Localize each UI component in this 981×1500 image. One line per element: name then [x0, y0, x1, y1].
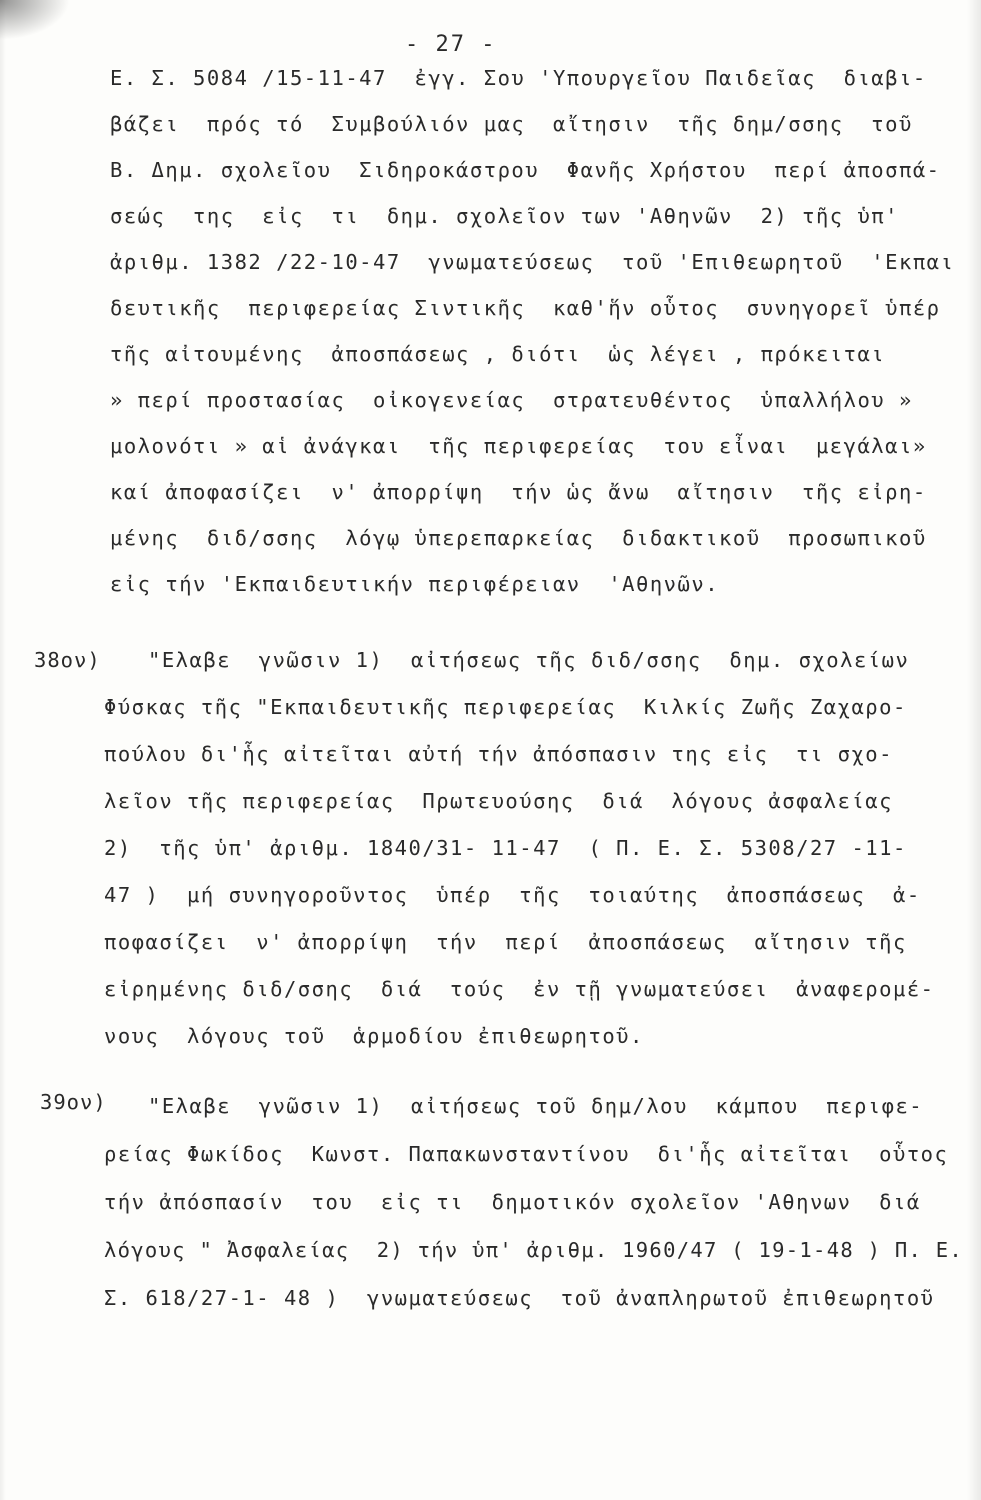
- text-line: 2) τῆς ὑπ' ἀριθμ. 1840/31- 11-47 ( Π. Ε. Σ. 5308/27 -11-: [104, 836, 907, 860]
- item-number-38: 38ον): [34, 648, 101, 672]
- item-number-39: 39ον): [40, 1090, 107, 1114]
- page-number: - 27 -: [405, 32, 497, 57]
- text-line: δευτικῆς περιφερείας Σιντικῆς καθ'ἥν οὗτος συνηγορεῖ ὑπέρ: [110, 296, 941, 320]
- text-line: εἰρημένης διδ/σσης διά τούς ἐν τῇ γνωματεύσει ἀναφερομέ-: [104, 977, 935, 1001]
- scan-edge-left: [0, 0, 6, 1500]
- text-line: μολονότι » αἱ ἀνάγκαι τῆς περιφερείας του εἶναι μεγάλαι»: [110, 434, 927, 458]
- text-line: Ε. Σ. 5084 /15-11-47 ἐγγ. Σου 'Υπουργεῖου Παιδεῖας διαβι-: [110, 66, 927, 90]
- text-line: βάζει πρός τό Συμβούλιόν μας αἴτησιν τῆς δημ/σσης τοῦ: [110, 112, 913, 136]
- text-line: Σ. 618/27-1- 48 ) γνωματεύσεως τοῦ ἀναπληρωτοῦ ἐπιθεωρητοῦ: [104, 1286, 935, 1310]
- text-line: νους λόγους τοῦ ἁρμοδίου ἐπιθεωρητοῦ.: [104, 1024, 644, 1048]
- text-line: ἀριθμ. 1382 /22-10-47 γνωματεύσεως τοῦ 'Επιθεωρητοῦ 'Εκπαι: [110, 250, 955, 274]
- text-line: "Ελαβε γνῶσιν 1) αἰτήσεως τῆς διδ/σσης δημ. σχολείων: [148, 648, 910, 672]
- text-line: τῆς αἰτουμένης ἀποσπάσεως , διότι ὡς λέγει , πρόκειται: [110, 342, 886, 366]
- text-line: » περί προστασίας οἰκογενείας στρατευθέντος ὑπαλλήλου »: [110, 388, 913, 412]
- text-line: μένης διδ/σσης λόγῳ ὑπερεπαρκείας διδακτικοῦ προσωπικοῦ: [110, 526, 927, 550]
- text-line: λόγους " Ἀσφαλείας 2) τήν ὑπ' ἀριθμ. 1960/47 ( 19-1-48 ) Π. Ε.: [104, 1238, 964, 1262]
- text-line: λεῖον τῆς περιφερείας Πρωτευούσης διά λόγους ἀσφαλείας: [104, 789, 893, 813]
- scan-corner-shadow: [0, 0, 70, 40]
- text-line: Β. Δημ. σχολεῖου Σιδηροκάστρου Φανῆς Χρήστου περί ἀποσπά-: [110, 158, 941, 182]
- text-line: 47 ) μή συνηγοροῦντος ὑπέρ τῆς τοιαύτης ἀποσπάσεως ἀ-: [104, 883, 921, 907]
- text-line: εἰς τήν 'Εκπαιδευτικήν περιφέρειαν 'Αθηνῶν.: [110, 572, 720, 596]
- scan-edge-right: [967, 0, 981, 1500]
- text-line: τήν ἀπόσπασίν του εἰς τι δημοτικόν σχολεῖον 'Αθηνων διά: [104, 1190, 921, 1214]
- text-line: ρείας Φωκίδος Κωνστ. Παπακωνσταντίνου δι'ἧς αἰτεῖται οὗτος: [104, 1142, 949, 1166]
- text-line: ποφασίζει ν' ἀπορρίψη τήν περί ἀποσπάσεως αἴτησιν τῆς: [104, 930, 907, 954]
- text-line: καί ἀποφασίζει ν' ἀπορρίψη τήν ὡς ἄνω αἴτησιν τῆς εἰρη-: [110, 480, 927, 504]
- text-line: σεώς της εἰς τι δημ. σχολεῖον των 'Αθηνῶν 2) τῆς ὑπ': [110, 204, 899, 228]
- text-line: "Ελαβε γνῶσιν 1) αἰτήσεως τοῦ δημ/λου κάμπου περιφε-: [148, 1094, 924, 1118]
- text-line: Φύσκας τῆς "Εκπαιδευτικῆς περιφερείας Κιλκίς Ζωῆς Ζαχαρο-: [104, 695, 907, 719]
- text-line: πούλου δι'ἧς αἰτεῖται αὐτή τήν ἀπόσπασιν της εἰς τι σχο-: [104, 742, 893, 766]
